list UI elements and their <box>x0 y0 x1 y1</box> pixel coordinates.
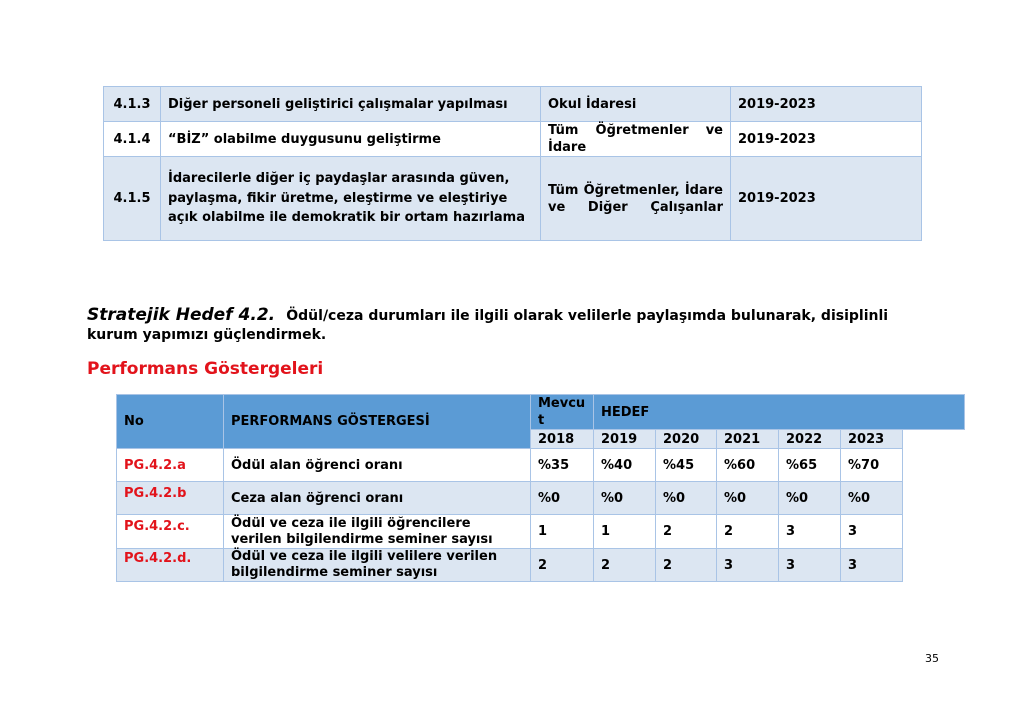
header-no: No <box>117 395 224 449</box>
table-row <box>117 482 965 515</box>
indicator-code: PG.4.2.a <box>117 449 224 482</box>
indicator-value: %70 <box>841 449 903 482</box>
indicator-value: 2 <box>656 549 717 582</box>
indicator-value: %0 <box>841 482 903 515</box>
indicator-value: 1 <box>594 515 656 549</box>
table-row <box>104 87 922 122</box>
indicator-value: %0 <box>594 482 656 515</box>
indicator-value: 2 <box>656 515 717 549</box>
page-number: 35 <box>925 652 939 665</box>
indicator-value: %35 <box>531 449 594 482</box>
year-header: 2018 <box>531 430 594 449</box>
performance-table <box>116 394 965 582</box>
table-row <box>117 449 965 482</box>
indicator-text: Ceza alan öğrenci oranı <box>224 482 531 515</box>
activity-period: 2019-2023 <box>731 87 922 122</box>
activity-responsible: Tüm Öğretmenler ve İdare <box>541 122 731 157</box>
indicator-value: 3 <box>779 515 841 549</box>
header-current: Mevcut <box>531 395 594 430</box>
indicator-value: %0 <box>717 482 779 515</box>
activity-code: 4.1.3 <box>104 87 161 122</box>
activity-responsible: Okul İdaresi <box>541 87 731 122</box>
header-target: HEDEF <box>594 395 965 430</box>
year-header: 2021 <box>717 430 779 449</box>
indicator-code: PG.4.2.d. <box>117 549 224 582</box>
activity-text: Diğer personeli geliştirici çalışmalar yapılması <box>161 87 541 122</box>
indicator-value: %40 <box>594 449 656 482</box>
goal-label: Stratejik Hedef 4.2. <box>87 305 276 325</box>
indicator-value: %0 <box>531 482 594 515</box>
table-row <box>117 515 965 549</box>
indicator-value: %60 <box>717 449 779 482</box>
year-header: 2020 <box>656 430 717 449</box>
indicator-value: 2 <box>531 549 594 582</box>
performance-title: Performans Göstergeleri <box>87 359 324 379</box>
indicator-value: %45 <box>656 449 717 482</box>
strategic-goal <box>87 306 937 344</box>
indicator-code: PG.4.2.b <box>117 482 224 515</box>
year-header: 2023 <box>841 430 903 449</box>
indicator-value: 3 <box>717 549 779 582</box>
activity-code: 4.1.4 <box>104 122 161 157</box>
activity-responsible: Tüm Öğretmenler, İdare ve Diğer Çalışanlar <box>541 157 731 241</box>
goal-text: Ödül/ceza durumları ile ilgili olarak velilerle paylaşımda bulunarak, disiplinli kurum yapımızı güçlendirmek. <box>87 308 889 343</box>
indicator-value: %65 <box>779 449 841 482</box>
header-indicator: PERFORMANS GÖSTERGESİ <box>224 395 531 449</box>
activity-code: 4.1.5 <box>104 157 161 241</box>
indicator-value: 2 <box>594 549 656 582</box>
year-header: 2019 <box>594 430 656 449</box>
indicator-value: %0 <box>656 482 717 515</box>
indicator-value: %0 <box>779 482 841 515</box>
activity-text: “BİZ” olabilme duygusunu geliştirme <box>161 122 541 157</box>
indicator-value: 3 <box>841 549 903 582</box>
indicator-value: 1 <box>531 515 594 549</box>
indicator-text: Ödül alan öğrenci oranı <box>224 449 531 482</box>
activity-text: İdarecilerle diğer iç paydaşlar arasında güven, paylaşma, fikir üretme, eleştirme ve eleştiriye açık olabilme ile demokratik bir ortam hazırlama <box>161 157 541 241</box>
activity-period: 2019-2023 <box>731 122 922 157</box>
table-row <box>104 122 922 157</box>
indicator-code: PG.4.2.c. <box>117 515 224 549</box>
table-row <box>104 157 922 241</box>
year-header: 2022 <box>779 430 841 449</box>
table-row <box>117 549 965 582</box>
indicator-value: 3 <box>841 515 903 549</box>
activity-period: 2019-2023 <box>731 157 922 241</box>
activities-table <box>103 86 922 241</box>
indicator-text: Ödül ve ceza ile ilgili velilere verilen bilgilendirme seminer sayısı <box>224 549 531 582</box>
indicator-value: 2 <box>717 515 779 549</box>
indicator-text: Ödül ve ceza ile ilgili öğrencilere verilen bilgilendirme seminer sayısı <box>224 515 531 549</box>
header-row <box>117 395 965 430</box>
indicator-value: 3 <box>779 549 841 582</box>
